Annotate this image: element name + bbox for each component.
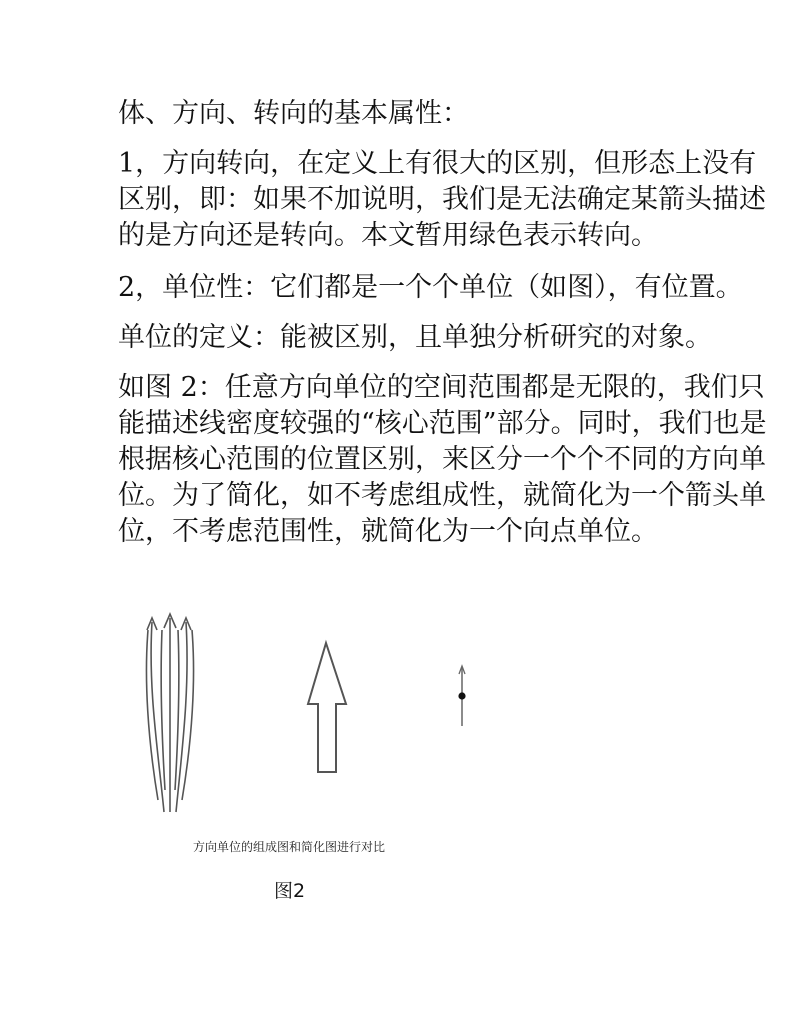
hollow-arrow-icon (308, 643, 346, 772)
arrow-bundle-icon (146, 614, 193, 812)
point-arrow-icon (458, 666, 465, 726)
paragraph-figure-explanation: 如图 2：任意方向单位的空间范围都是无限的，我们只能描述线密度较强的“核心范围”部分。同时，我们也是根据核心范围的位置区别，来区分一个个不同的方向单位。为了简化，如不考虑组成性，就简化为一个箭头单位，不考虑范围性，就简化为一个向点单位。 (118, 372, 767, 547)
paragraph-heading: 体、方向、转向的基本属性： (118, 98, 469, 129)
figure-caption: 方向单位的组成图和简化图进行对比 (193, 840, 386, 854)
paragraph-definition: 单位的定义：能被区别，且单独分析研究的对象。 (118, 322, 712, 353)
figure-2 (118, 600, 538, 900)
figure-drawing (118, 600, 538, 900)
figure-label: 图2 (274, 880, 306, 902)
paragraph-1: 1，方向转向，在定义上有很大的区别，但形态上没有区别，即：如果不加说明，我们是无法确定某箭头描述的是方向还是转向。本文暂用绿色表示转向。 (118, 148, 766, 251)
paragraph-2: 2，单位性：它们都是一个个单位（如图），有位置。 (118, 272, 743, 303)
